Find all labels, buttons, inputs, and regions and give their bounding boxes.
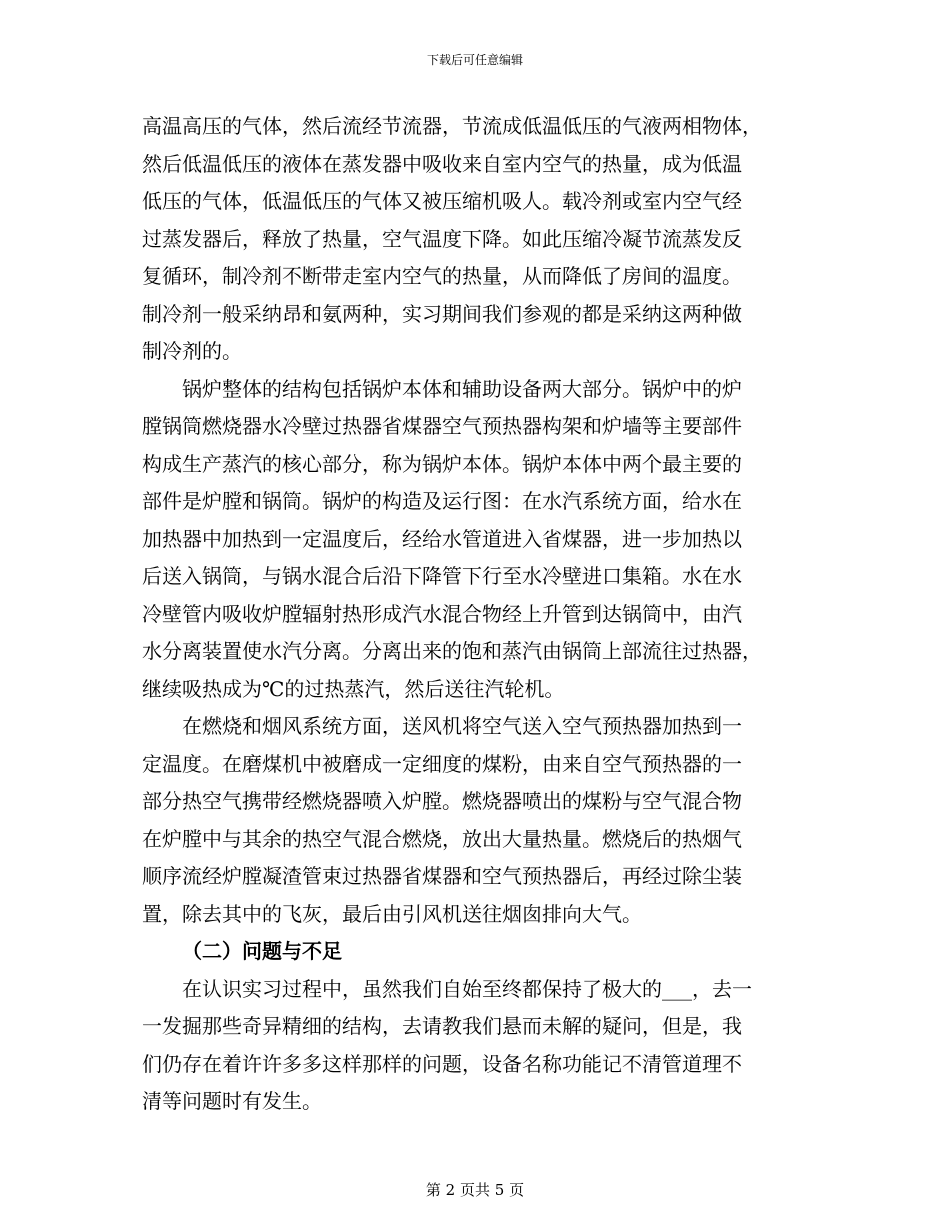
paragraph-line: 们仍存在着许许多多这样那样的问题，设备名称功能记不清管道理不	[142, 1051, 742, 1076]
paragraph-line: 高温高压的气体，然后流经节流器，节流成低温低压的气液两相物体，	[142, 114, 762, 138]
page-footer: 第 2 页共 5 页	[425, 1181, 525, 1199]
paragraph-line: 制冷剂的。	[142, 339, 242, 363]
paragraph-line: 水分离装置使水汽分离。分离出来的饱和蒸汽由锅筒上部流往过热器，	[142, 639, 762, 663]
paragraph-line: 顺序流经炉膛凝渣管束过热器省煤器和空气预热器后，再经过除尘装	[142, 864, 742, 888]
paragraph-line: 清等问题时有发生。	[142, 1089, 322, 1113]
section-heading: （二）问题与不足	[182, 939, 342, 963]
paragraph-line: 继续吸热成为℃的过热蒸汽，然后送往汽轮机。	[142, 676, 565, 701]
paragraph-line: 定温度。在磨煤机中被磨成一定细度的煤粉，由来自空气预热器的一	[142, 751, 742, 776]
paragraph-line: 冷壁管内吸收炉膛辐射热形成汽水混合物经上升管到达锅筒中，由汽	[142, 601, 742, 626]
paragraph-line: 膛锅筒燃烧器水冷壁过热器省煤器空气预热器构架和炉墙等主要部件	[142, 414, 742, 438]
paragraph-line: 部分热空气携带经燃烧器喷入炉膛。燃烧器喷出的煤粉与空气混合物	[142, 789, 742, 813]
paragraph-line: 低压的气体，低温低压的气体又被压缩机吸人。载冷剂或室内空气经	[142, 189, 742, 213]
paragraph-line: 在炉膛中与其余的热空气混合燃烧，放出大量热量。燃烧后的热烟气	[142, 826, 742, 851]
paragraph-line: 构成生产蒸汽的核心部分，称为锅炉本体。锅炉本体中两个最主要的	[142, 451, 742, 476]
paragraph-line: 制冷剂一般采纳昂和氨两种，实习期间我们参观的都是采纳这两种做	[142, 301, 742, 326]
paragraph-line: 部件是炉膛和锅筒。锅炉的构造及运行图：在水汽系统方面，给水在	[142, 489, 742, 513]
paragraph-line: 过蒸发器后，释放了热量，空气温度下降。如此压缩冷凝节流蒸发反	[142, 226, 742, 251]
paragraph-line: 后送入锅筒，与锅水混合后沿下降管下行至水冷壁进口集箱。水在水	[142, 564, 742, 588]
paragraph-line: 在认识实习过程中，虽然我们自始至终都保持了极大的___，去一	[182, 976, 752, 1001]
paragraph-line: 锅炉整体的结构包括锅炉本体和辅助设备两大部分。锅炉中的炉	[182, 376, 742, 401]
page-header: 下载后可任意编辑	[426, 53, 523, 67]
paragraph-line: 复循环，制冷剂不断带走室内空气的热量，从而降低了房间的温度。	[142, 264, 742, 288]
document-body	[142, 108, 814, 1121]
paragraph-line: 一发掘那些奇异精细的结构，去请教我们悬而未解的疑问，但是，我	[142, 1014, 742, 1038]
paragraph-line: 然后低温低压的液体在蒸发器中吸收来自室内空气的热量，成为低温	[142, 151, 742, 176]
paragraph-line: 在燃烧和烟风系统方面，送风机将空气送入空气预热器加热到一	[182, 714, 742, 738]
paragraph-line: 置，除去其中的飞灰，最后由引风机送往烟囱排向大气。	[142, 901, 642, 926]
paragraph-line: 加热器中加热到一定温度后，经给水管道进入省煤器，进一步加热以	[142, 526, 742, 551]
